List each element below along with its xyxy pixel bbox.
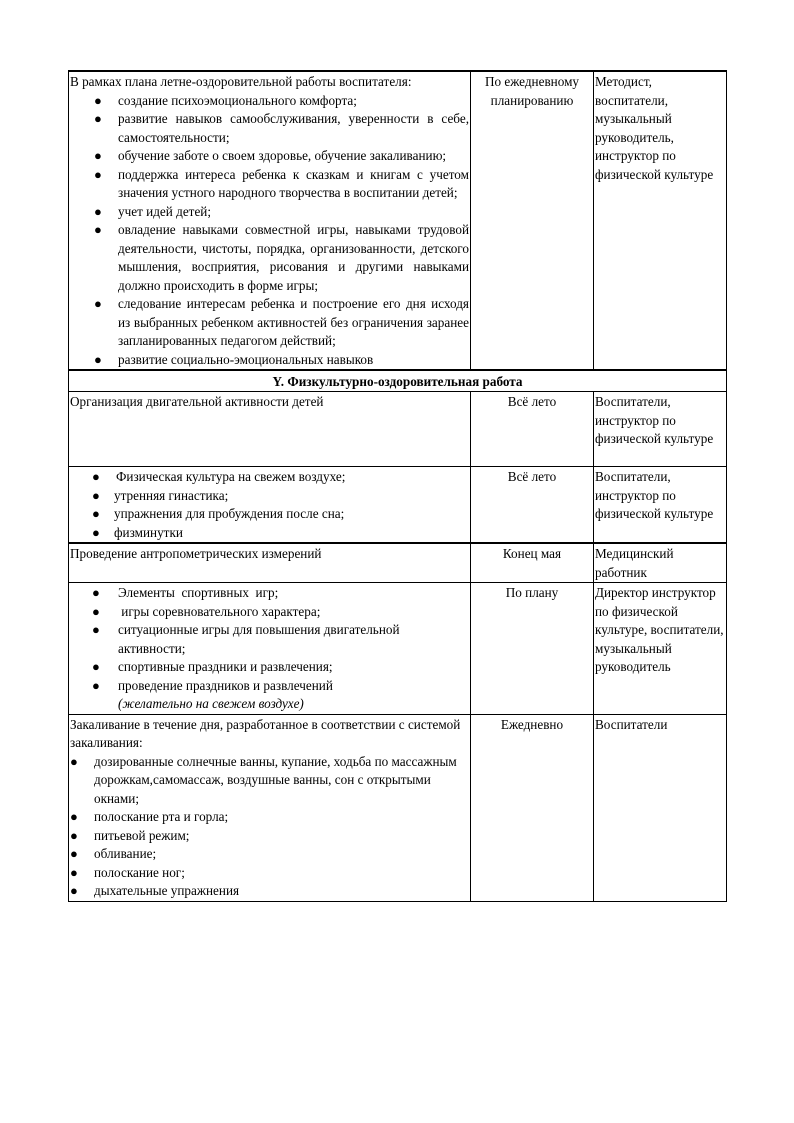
bullet-icon: ● bbox=[92, 524, 100, 540]
bullet-icon: ● bbox=[70, 753, 78, 769]
bullet-icon: ● bbox=[92, 585, 100, 600]
bullet-icon: ● bbox=[70, 809, 78, 824]
timing-cell: Конец мая bbox=[471, 543, 594, 583]
summer-plan-table bbox=[68, 70, 727, 902]
list-item: ● учет идей детей; bbox=[70, 203, 469, 222]
bullet-icon: ● bbox=[92, 659, 100, 674]
bullet-icon: ● bbox=[94, 351, 102, 367]
list-item: ● питьевой режим; bbox=[70, 827, 469, 846]
bullet-icon: ● bbox=[94, 92, 102, 108]
list-item: ● утренняя гинастика; bbox=[70, 487, 469, 506]
bullet-icon: ● bbox=[92, 487, 100, 503]
bullet-icon: ● bbox=[70, 846, 78, 861]
responsible-cell: Воспитатели, инструктор по физической культуре bbox=[594, 467, 727, 544]
bullet-icon: ● bbox=[94, 148, 102, 163]
activity-note: (желательно на свежем воздухе) bbox=[118, 696, 304, 711]
list-item: ● спортивные праздники и развлечения; bbox=[70, 658, 469, 677]
activity-cell bbox=[69, 583, 471, 715]
activity-list bbox=[70, 468, 469, 542]
activity-cell: Организация двигательной активности детей bbox=[69, 392, 471, 467]
list-item: ● игры соревновательного характера; bbox=[70, 603, 469, 622]
activity-cell: Проведение антропометрических измерений bbox=[69, 543, 471, 583]
section-heading-row bbox=[69, 370, 727, 392]
list-item: ● Элементы спортивных игр; bbox=[70, 584, 469, 603]
responsible-cell: Методист, воспитатели, музыкальный руководитель, инструктор по физической культуре bbox=[594, 71, 727, 370]
bullet-icon: ● bbox=[92, 677, 100, 693]
list-item: ● ситуационные игры для повышения двигательной активности; bbox=[92, 622, 400, 656]
activity-list bbox=[70, 92, 469, 370]
list-item: ● дозированные солнечные ванны, купание, ходьба по массажным дорожкам,самомассаж, воздушные ванны, сон с открытыми окнами; bbox=[70, 753, 457, 806]
list-item: ● Физическая культура на свежем воздухе; bbox=[70, 468, 469, 487]
table-row bbox=[69, 392, 727, 467]
list-item: ● поддержка интереса ребенка к сказкам и книгам с учетом значения устного народного творчества в воспитании детей; bbox=[94, 166, 469, 200]
activity-list bbox=[70, 584, 469, 714]
activity-list bbox=[70, 753, 469, 901]
bullet-icon: ● bbox=[70, 883, 78, 898]
table-row bbox=[69, 71, 727, 370]
responsible-cell: Директор инструктор по физической культуре, воспитатели, музыкальный руководитель bbox=[594, 583, 727, 715]
table-row bbox=[69, 714, 727, 901]
list-item: ● следование интересам ребенка и построение его дня исходя из выбранных ребенком активностей без ограничения заранее запланированных педагогом действий; bbox=[94, 296, 469, 348]
timing-cell: Всё лето bbox=[471, 467, 594, 544]
table-row bbox=[69, 583, 727, 715]
list-item: ● развитие социально-эмоциональных навыков bbox=[70, 351, 469, 370]
list-item: ● полоскание ног; bbox=[70, 864, 469, 883]
bullet-icon: ● bbox=[92, 603, 100, 619]
list-item: ● овладение навыками совместной игры, навыками трудовой деятельности, чистоты, порядка, организованности, детского мышления, восприятия, рисования и другими навыками должно происходить в форме игры; bbox=[94, 222, 469, 293]
bullet-icon: ● bbox=[94, 222, 102, 237]
section-title: Y. Физкультурно-оздоровительная работа bbox=[69, 370, 727, 392]
bullet-icon: ● bbox=[94, 296, 102, 311]
bullet-icon: ● bbox=[70, 864, 78, 880]
list-item: ● обучение заботе о своем здоровье, обучение закаливанию; bbox=[70, 147, 469, 166]
timing-cell: Ежедневно bbox=[471, 714, 594, 901]
bullet-icon: ● bbox=[94, 166, 102, 182]
list-item: ● обливание; bbox=[70, 845, 469, 864]
responsible-cell: Воспитатели bbox=[594, 714, 727, 901]
list-item: ● упражнения для пробуждения после сна; bbox=[70, 505, 469, 524]
timing-cell: По плану bbox=[471, 583, 594, 715]
timing-cell: Всё лето bbox=[471, 392, 594, 467]
list-item: ● развитие навыков самообслуживания, уверенности в себе, самостоятельности; bbox=[94, 111, 469, 145]
activity-cell bbox=[69, 467, 471, 544]
list-item: ● проведение праздников и развлечений (желательно на свежем воздухе) bbox=[70, 677, 469, 714]
responsible-cell: Медицинский работник bbox=[594, 543, 727, 583]
bullet-icon: ● bbox=[92, 622, 100, 637]
timing-cell: По ежедневному планированию bbox=[471, 71, 594, 370]
bullet-icon: ● bbox=[94, 111, 102, 126]
list-item: ● полоскание рта и горла; bbox=[70, 808, 469, 827]
list-item: ● физминутки bbox=[70, 524, 469, 543]
activity-intro: Закаливание в течение дня, разработанное в соответствии с системой закаливания: bbox=[70, 716, 461, 750]
activity-cell bbox=[69, 714, 471, 901]
activity-cell bbox=[69, 71, 471, 370]
list-item: ● дыхательные упражнения bbox=[70, 882, 469, 901]
bullet-icon: ● bbox=[92, 469, 100, 484]
bullet-icon: ● bbox=[92, 506, 100, 521]
table-row bbox=[69, 467, 727, 544]
list-item: ● создание психоэмоционального комфорта; bbox=[70, 92, 469, 111]
activity-intro: В рамках плана летне-оздоровительной работы воспитателя: bbox=[70, 74, 412, 89]
responsible-cell: Воспитатели, инструктор по физической культуре bbox=[594, 392, 727, 467]
table-row bbox=[69, 543, 727, 583]
bullet-icon: ● bbox=[70, 827, 78, 843]
bullet-icon: ● bbox=[94, 203, 102, 219]
